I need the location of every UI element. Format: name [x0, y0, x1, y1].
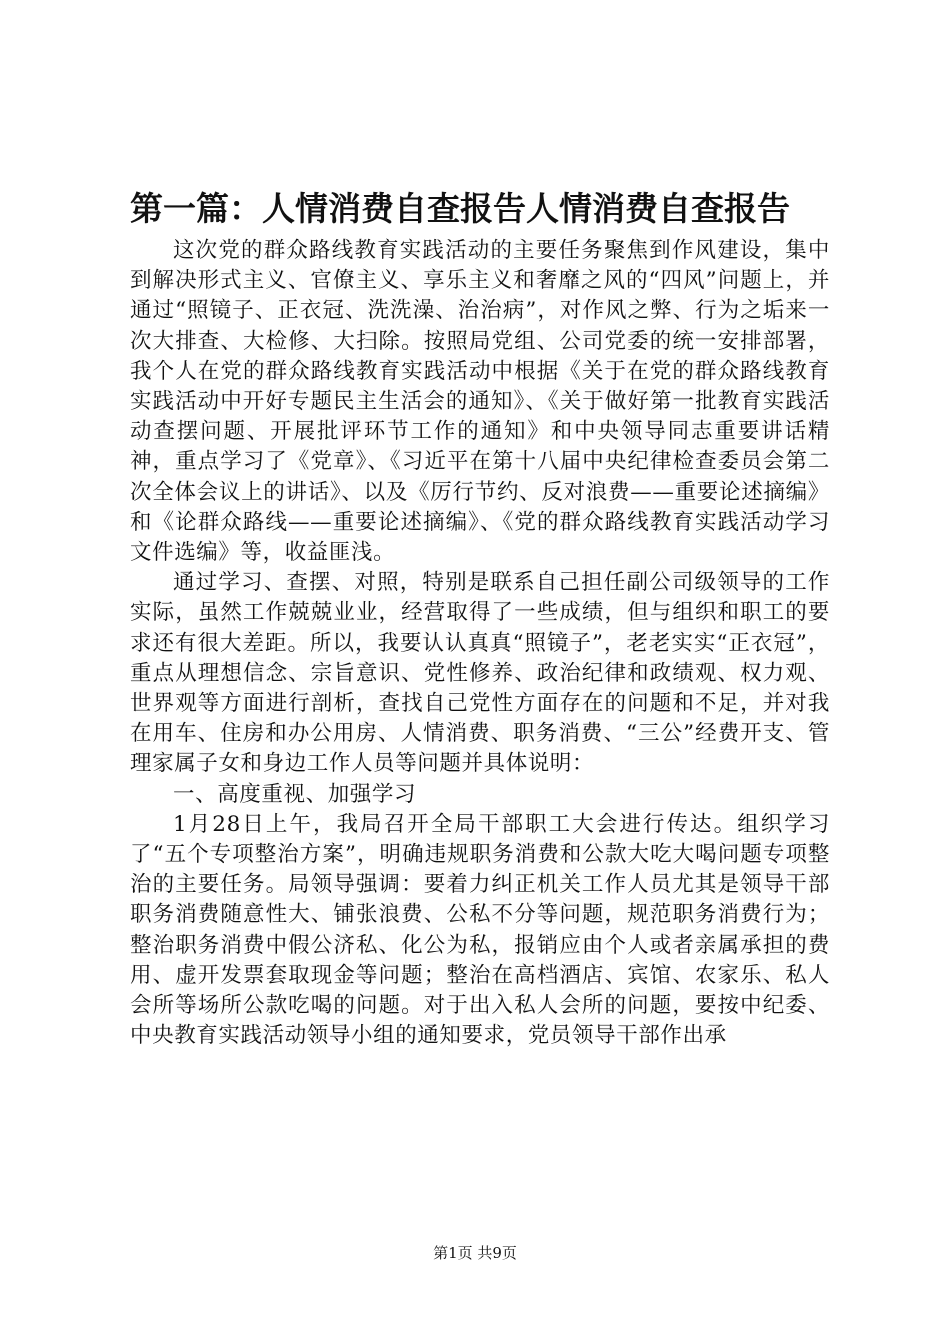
section-heading-1: 一、高度重视、加强学习 [173, 781, 417, 807]
paragraph-1: 这次党的群众路线教育实践活动的主要任务聚焦到作风建设，集中到解决形式主义、官僚主义、享乐主义和奢靡之风的“四风”问题上，并通过“照镜子、正衣冠、洗洗澡、治治病”，对作风之弊、行为之垢来一次大排查、大检修、大扫除。按照局党组、公司党委的统一安排部署，我个人在党的群众路线教育实践活动中根据《关于在党的群众路线教育实践活动中开好专题民主生活会的通知》、《关于做好第一批教育实践活动查摆问题、开展批评环节工作的通知》和中央领导同志重要讲话精神，重点学习了《党章》、《习近平在第十八届中央纪律检查委员会第二次全体会议上的讲话》、以及《厉行节约、反对浪费——重要论述摘编》和《论群众路线——重要论述摘编》、《党的群众路线教育实践活动学习文件选编》等，收益匪浅。 [130, 238, 830, 566]
document-title: 第一篇：人情消费自查报告人情消费自查报告 [130, 189, 790, 228]
page-number-footer: 第1页 共9页 [433, 1244, 517, 1262]
document-body [130, 236, 830, 1051]
paragraph-3: 1月28日上午，我局召开全局干部职工大会进行传达。组织学习了“五个专项整治方案”，明确违规职务消费和公款大吃大喝问题专项整治的主要任务。局领导强调：要着力纠正机关工作人员尤其是领导干部职务消费随意性大、铺张浪费、公私不分等问题，规范职务消费行为；整治职务消费中假公济私、化公为私，报销应由个人或者亲属承担的费用、虚开发票套取现金等问题；整治在高档酒店、宾馆、农家乐、私人会所等场所公款吃喝的问题。对于出入私人会所的问题，要按中纪委、中央教育实践活动领导小组的通知要求，党员领导干部作出承 [130, 811, 830, 1049]
paragraph-2: 通过学习、查摆、对照，特别是联系自己担任副公司级领导的工作实际，虽然工作兢兢业业，经营取得了一些成绩，但与组织和职工的要求还有很大差距。所以，我要认认真真“照镜子”，老老实实“正衣冠”，重点从理想信念、宗旨意识、党性修养、政治纪律和政绩观、权力观、世界观等方面进行剖析，查找自己党性方面存在的问题和不足，并对我在用车、住房和办公用房、人情消费、职务消费、“三公”经费开支、管理家属子女和身边工作人员等问题并具体说明： [130, 570, 830, 777]
